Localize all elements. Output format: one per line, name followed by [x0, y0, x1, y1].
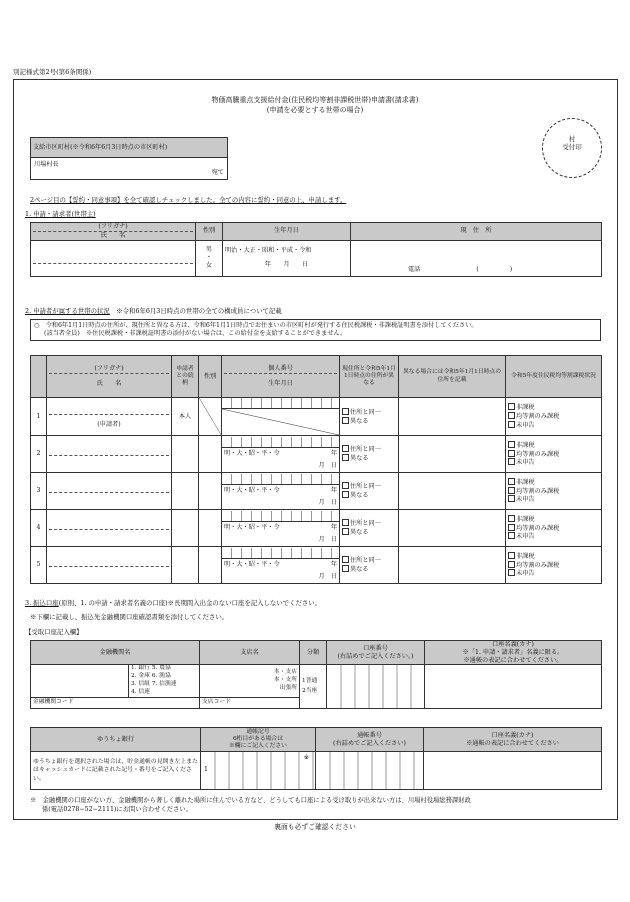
yucho-note: ゆうちょ銀行を選択された場合は、貯金通帳の見開き左上またはキャッシュカードに記載された記号・番号をご記入ください。 — [31, 752, 201, 790]
member-prev-addr-cell[interactable] — [399, 398, 506, 436]
bank-type-3: 3. 信組 — [131, 680, 150, 687]
bank-type-7: 7. 信漁連 — [151, 680, 177, 687]
member-addr-check-cell[interactable] — [340, 436, 399, 473]
member-tax-cell[interactable] — [506, 398, 602, 436]
account-number-sub: (右詰めでご記入ください。) — [337, 652, 414, 660]
class-current: 2当座 — [302, 688, 318, 695]
tax-nontax-label: 非課税 — [516, 441, 535, 449]
pledge-note: 2ページ目の【誓約・同意事項】を全て確認しチェックしました。全ての内容に誓約・同意の上、申請します。 — [30, 196, 347, 204]
passbook-code-note1: 6桁目がある場合は — [232, 735, 284, 742]
bank-type-5: 5. 農協 — [151, 665, 171, 672]
passbook-code-header — [201, 728, 316, 752]
h-prev-addr: 異なる場合には令和5年1月1日時点の住所を記載 — [399, 356, 506, 398]
tax-nontax-label: 非課税 — [516, 552, 535, 560]
addr-same-label: 住所と同一 — [350, 446, 381, 454]
tax-nontax-checkbox[interactable] — [508, 403, 515, 410]
title-line2: (申請を必要とする世帯の場合) — [266, 105, 364, 114]
tax-unfiled-checkbox[interactable] — [508, 569, 515, 576]
addr-same-checkbox[interactable] — [342, 556, 349, 563]
passbook-number-header — [316, 728, 424, 752]
mynumber-boxes — [222, 511, 339, 522]
member-tax-cell[interactable] — [506, 547, 602, 584]
bank-name-header: 金融機関名 — [31, 641, 200, 665]
tax-per-capita-checkbox[interactable] — [508, 561, 515, 568]
mynumber-boxes — [222, 437, 339, 448]
member-prev-addr-cell[interactable] — [399, 547, 506, 584]
mynumber-boxes — [222, 398, 339, 409]
passbook-code-note2: ※欄にご記入ください — [229, 743, 287, 750]
tax-nontax-label: 非課税 — [516, 404, 535, 412]
addr-diff-checkbox[interactable] — [342, 454, 349, 461]
member-year: 年 — [330, 449, 337, 457]
tax-unfiled-label: 未申告 — [516, 533, 535, 541]
h-name: 氏 名 — [96, 380, 122, 387]
form-title — [150, 96, 480, 116]
tax-per-capita-checkbox[interactable] — [508, 412, 515, 419]
member-era: 明・大・昭・平・令 — [224, 560, 280, 568]
tax-unfiled-label: 未申告 — [516, 459, 535, 467]
receive-label: 【受取口座記入欄】 — [25, 628, 83, 636]
addr-diff-label: 異なる — [350, 529, 369, 536]
section1-title: 1. 申請・請求者(世帯主) — [25, 210, 96, 218]
household-row — [31, 510, 602, 547]
member-tax-cell[interactable] — [506, 510, 602, 547]
addr-diff-label: 異なる — [350, 492, 369, 499]
h-mynumber: 個人番号 — [224, 365, 337, 374]
mynumber-boxes — [222, 474, 339, 485]
s1-furigana-line — [33, 253, 193, 264]
municipality-header: 支給市区町村(※令和6年6月3日時点の市区町村) — [31, 138, 228, 158]
member-prev-addr-cell[interactable] — [399, 436, 506, 473]
s1-furigana: (フリガナ) — [33, 223, 193, 232]
household-row — [31, 473, 602, 510]
mynumber-boxes — [222, 548, 339, 559]
municipality-name: 川場村長 — [34, 161, 59, 168]
branch-cell[interactable] — [200, 665, 300, 697]
footer-note — [30, 796, 605, 815]
passbook-code-input[interactable] — [201, 752, 316, 790]
form-label: 別記様式第2号(第6条関係) — [13, 68, 92, 76]
tax-unfiled-label: 未申告 — [516, 496, 535, 504]
member-name: (申請者) — [97, 420, 121, 428]
member-md: 月 日 — [318, 498, 337, 506]
passbook-number-sub: (右詰めでご記入ください) — [333, 739, 406, 747]
passbook-code-label: 通帳記号 — [246, 728, 270, 735]
member-gender-cell[interactable] — [199, 436, 222, 473]
member-relation-cell[interactable] — [172, 510, 199, 547]
tax-unfiled-label: 未申告 — [516, 421, 535, 429]
addr-diff-checkbox[interactable] — [342, 491, 349, 498]
branch-type-3: 出張所 — [279, 684, 297, 691]
member-name-cell[interactable] — [47, 547, 172, 584]
h-addr-diff: 現住所と令和5年1月1日時点の住所が異なる — [340, 356, 399, 398]
member-relation-cell[interactable] — [172, 547, 199, 584]
s1-phone: 電話 — [408, 265, 421, 273]
member-tax-cell[interactable] — [506, 473, 602, 510]
member-md: 月 日 — [318, 461, 337, 469]
member-number-dob-cell[interactable] — [222, 398, 340, 436]
member-dob — [222, 559, 339, 583]
notice-line1: ○ 令和6年1月1日時点の住所が、現住所と異なる方は、令和6年1月1日時点でお住まいの市区町村が発行する住民税課税・非課税証明書を添付してください。 — [34, 322, 478, 329]
s1-gender-header: 性別 — [196, 223, 223, 241]
class-cell[interactable] — [300, 665, 327, 708]
footer-note-line1: ※ 金融機関の口座がない方、金融機関から著しく離れた場所に住んでいる方など、どうしても口座による受け取りが出来ない方は、川場村役場総務課財政 — [30, 797, 471, 804]
member-year: 年 — [330, 523, 337, 531]
member-dob — [222, 448, 339, 472]
member-relation-cell[interactable] — [172, 473, 199, 510]
member-tax-cell[interactable] — [506, 436, 602, 473]
member-addr-check-cell[interactable] — [340, 547, 399, 584]
household-table — [30, 355, 602, 584]
member-number-dob-cell[interactable] — [222, 473, 340, 510]
class-header: 分類 — [300, 641, 327, 665]
addr-diff-checkbox[interactable] — [342, 417, 349, 424]
yucho-holder-header — [424, 728, 602, 752]
municipality-table — [30, 137, 228, 180]
holder-note1: ※「1. 申請・請求者」名義に限る。 — [462, 648, 564, 656]
addr-same-checkbox[interactable] — [342, 482, 349, 489]
member-prev-addr-cell[interactable] — [399, 473, 506, 510]
member-number-dob-cell[interactable] — [222, 510, 340, 547]
account-number-input[interactable] — [327, 665, 425, 708]
footer-note-line2: 係(電話0278−52−2111)にお問い合わせください。 — [42, 806, 192, 814]
tax-nontax-checkbox[interactable] — [508, 515, 515, 522]
section3-title: 3. 振込口座 — [25, 599, 59, 607]
bank-type-2: 2. 金庫 — [131, 673, 150, 680]
branch-code-label: 支店コード — [200, 697, 300, 708]
passbook-number-label: 通帳番号 — [357, 731, 382, 739]
h-mynumber-col — [222, 356, 340, 398]
member-furigana-line — [49, 557, 169, 567]
row-number: 4 — [31, 510, 47, 547]
member-era: 明・大・昭・平・令 — [224, 523, 280, 531]
addr-same-label: 住所と同一 — [350, 408, 381, 416]
row-number: 1 — [31, 398, 47, 436]
passbook-code-prefix: 1 — [204, 766, 208, 773]
yucho-table — [30, 727, 602, 790]
section2-notice — [30, 319, 601, 341]
h-furigana: (フリガナ) — [49, 365, 169, 374]
addr-diff-label: 異なる — [350, 455, 369, 462]
h-gender: 性別 — [199, 356, 222, 398]
member-dob — [222, 522, 339, 546]
tax-unfiled-checkbox[interactable] — [508, 458, 515, 465]
dob-slash — [222, 409, 339, 435]
tax-per-capita-label: 均等割のみ課税 — [516, 487, 560, 495]
addr-same-checkbox[interactable] — [342, 408, 349, 415]
tax-nontax-label: 非課税 — [516, 478, 535, 486]
tax-per-capita-label: 均等割のみ課税 — [516, 450, 560, 458]
tax-unfiled-checkbox[interactable] — [508, 532, 515, 539]
bank-name-input[interactable] — [31, 665, 129, 697]
section2-heading — [25, 307, 282, 315]
member-number-dob-cell[interactable] — [222, 547, 340, 584]
yucho-header: ゆうちょ銀行 — [31, 728, 201, 752]
addr-same-checkbox[interactable] — [342, 445, 349, 452]
s1-dob-cell[interactable] — [223, 240, 351, 276]
h-dob: 生年月日 — [268, 380, 293, 387]
section2-title: 2. 申請者が属する世帯の状況 — [25, 307, 110, 315]
holder-label: 口座名義(カナ) — [492, 641, 534, 648]
member-furigana-line — [49, 483, 169, 493]
member-year: 年 — [330, 560, 337, 568]
bank-type-4: 4. 信連 — [131, 688, 150, 695]
member-number-dob-cell[interactable] — [222, 436, 340, 473]
addr-diff-checkbox[interactable] — [342, 528, 349, 535]
yucho-holder-input[interactable] — [424, 752, 602, 790]
yucho-holder-label: 口座名義(カナ) — [491, 731, 534, 739]
member-gender-cell[interactable] — [199, 398, 222, 436]
h-number — [31, 356, 47, 398]
seal-line2: 受付印 — [562, 143, 582, 152]
member-year: 年 — [330, 486, 337, 494]
passbook-code-star: ※ — [303, 754, 309, 761]
section3-heading — [25, 599, 321, 607]
tax-unfiled-label: 未申告 — [516, 570, 535, 578]
member-era: 明・大・昭・平・令 — [224, 486, 280, 494]
tax-per-capita-label: 均等割のみ課税 — [516, 524, 560, 532]
holder-input[interactable] — [425, 665, 602, 708]
tax-unfiled-checkbox[interactable] — [508, 495, 515, 502]
member-gender-cell[interactable] — [199, 547, 222, 584]
member-addr-check-cell[interactable] — [340, 398, 399, 436]
tax-per-capita-label: 均等割のみ課税 — [516, 561, 560, 569]
addr-same-label: 住所と同一 — [350, 557, 381, 565]
s1-name: 氏 名 — [100, 231, 126, 239]
gender-dot: ・ — [205, 254, 213, 262]
branch-type-1: 本・支店 — [273, 669, 297, 676]
bank-type-6: 6. 漁協 — [151, 673, 171, 680]
s1-gender-cell[interactable] — [196, 240, 223, 276]
tax-per-capita-checkbox[interactable] — [508, 524, 515, 531]
holder-header — [425, 641, 602, 665]
member-relation-cell[interactable]: 本人 — [172, 398, 199, 436]
member-furigana-line — [49, 446, 169, 456]
row-number: 3 — [31, 473, 47, 510]
household-row — [31, 436, 602, 473]
bank-type-1: 1. 銀行 — [131, 665, 150, 672]
row-number: 2 — [31, 436, 47, 473]
addr-diff-label: 異なる — [350, 566, 369, 573]
tax-nontax-checkbox[interactable] — [508, 478, 515, 485]
member-name-cell[interactable] — [47, 473, 172, 510]
reception-seal — [542, 118, 602, 178]
tax-per-capita-checkbox[interactable] — [508, 450, 515, 457]
member-name-cell[interactable] — [47, 436, 172, 473]
addr-diff-label: 異なる — [350, 417, 369, 425]
yucho-holder-note: ※通帳の表記に合わせてください — [466, 739, 559, 747]
row-number: 5 — [31, 547, 47, 584]
passbook-number-input[interactable] — [316, 752, 424, 790]
member-gender-cell[interactable] — [199, 510, 222, 547]
gender-male: 男 — [205, 246, 213, 254]
tax-nontax-checkbox[interactable] — [508, 552, 515, 559]
section2-title-note: ※令和6年6月3日時点の世帯の全ての構成員について記載 — [116, 307, 282, 315]
section3-title-rest: (原則、1. の申請・請求者名義の口座)※長期間入出金のない口座を記入しないでください。 — [58, 599, 322, 607]
branch-type-2: 本・支所 — [273, 676, 297, 683]
bank-table — [30, 640, 602, 709]
h-name-col — [47, 356, 172, 398]
member-era: 明・大・昭・平・令 — [224, 449, 280, 457]
s1-name-input[interactable] — [31, 240, 196, 276]
s1-phone-paren: ( ) — [476, 265, 513, 273]
member-addr-check-cell[interactable] — [340, 510, 399, 547]
member-relation-cell[interactable] — [172, 436, 199, 473]
notice-line2: (該当者全員) ※住民税課税・非課税証明書の添付がない場合は、この給付金を支給することができません。 — [44, 329, 347, 337]
s1-dob-header: 生年月日 — [223, 223, 351, 241]
s1-ymd: 年 月 日 — [264, 261, 309, 268]
bottom-note: 裏面も必ずご確認ください — [274, 823, 356, 831]
addr-same-label: 住所と同一 — [350, 483, 381, 491]
member-dob — [222, 485, 339, 509]
tax-nontax-label: 非課税 — [516, 515, 535, 523]
tax-unfiled-checkbox[interactable] — [508, 421, 515, 428]
applicant-table — [30, 222, 602, 277]
holder-note2: ※通帳の表記に合わせてください。 — [463, 656, 563, 664]
member-gender-cell[interactable] — [199, 473, 222, 510]
member-furigana-line — [49, 405, 169, 415]
gender-female: 女 — [205, 261, 213, 269]
h-tax: 令和5年度住民税均等割課税状況 — [506, 356, 602, 398]
municipality-cell — [31, 158, 228, 180]
s1-address-header: 現 住 所 — [351, 223, 602, 241]
member-prev-addr-cell[interactable] — [399, 510, 506, 547]
member-name-cell[interactable] — [47, 398, 172, 436]
addr-diff-checkbox[interactable] — [342, 565, 349, 572]
bank-type-cell[interactable] — [129, 665, 200, 697]
member-addr-check-cell[interactable] — [340, 473, 399, 510]
title-line1: 物価高騰重点支援給付金(住民税均等割非課税世帯)申請書(請求書) — [211, 96, 419, 104]
bank-code-label: 金融機関コード — [31, 697, 200, 708]
tax-nontax-checkbox[interactable] — [508, 441, 515, 448]
member-md: 月 日 — [318, 572, 337, 580]
seal-line1: 村 — [568, 135, 576, 143]
tax-per-capita-checkbox[interactable] — [508, 487, 515, 494]
tax-per-capita-label: 均等割のみ課税 — [516, 413, 560, 421]
h-relation: 申請者との続柄 — [172, 356, 199, 398]
addr-same-checkbox[interactable] — [342, 519, 349, 526]
s1-era: 明治・大正・昭和・平成・令和 — [225, 247, 312, 255]
household-row — [31, 547, 602, 584]
section3-note: ※下欄に記載し、振込先金融機関口座確認書類を添付してください。 — [30, 613, 229, 621]
s1-address-cell[interactable] — [351, 240, 602, 276]
member-name-cell[interactable] — [47, 510, 172, 547]
addressee: 宛て — [211, 169, 224, 177]
household-row — [31, 398, 602, 436]
account-number-label: 口座番号 — [363, 644, 388, 652]
branch-name-header: 支店名 — [200, 641, 300, 665]
account-number-header — [327, 641, 425, 665]
addr-same-label: 住所と同一 — [350, 520, 381, 528]
class-ordinary: 1普通 — [302, 677, 318, 684]
member-md: 月 日 — [318, 535, 337, 543]
s1-furigana-header — [31, 223, 196, 241]
member-furigana-line — [49, 520, 169, 530]
